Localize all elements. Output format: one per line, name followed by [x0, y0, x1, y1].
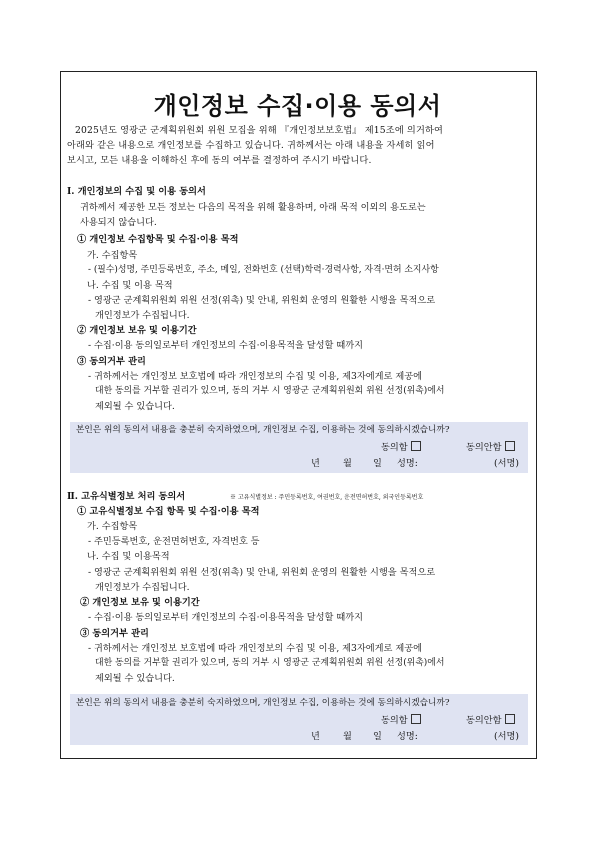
section2-day: 일: [373, 731, 382, 742]
intro-line-2: 아래와 같은 내용으로 개인정보를 수집하고 있습니다. 귀하께서는 아래 내용을 자세히 읽어: [67, 140, 435, 151]
section1-consent-question: 본인은 위의 동의서 내용을 충분히 숙지하였으며, 개인정보 수집, 이용하는 것에 동의하시겠습니까?: [76, 425, 450, 435]
section1-heading: Ⅰ. 개인정보의 수집 및 이용 동의서: [67, 186, 206, 197]
section1-sub-a-line: - (필수)성명, 주민등록번호, 주소, 메일, 전화번호 (선택)학력·경력사항, 자격·면허 소지사항: [88, 265, 439, 275]
section2-item3-line-1: - 귀하께서는 개인정보 보호법에 따라 개인정보의 수집 및 이용, 제3자에게로 제공에: [88, 643, 422, 654]
section1-sub-b-line-1: - 영광군 군계획위원회 위원 선정(위촉) 및 안내, 위원회 운영의 원활한 시행을 목적으로: [88, 295, 436, 306]
section2-sub-a: 가. 수집항목: [87, 521, 138, 532]
section2-agree-checkbox[interactable]: [411, 714, 421, 724]
section2-sign: (서명): [494, 731, 519, 742]
section1-item1: ① 개인정보 수집항목 및 수집·이용 목적: [77, 234, 239, 245]
section1-item3-line-3: 제외될 수 있습니다.: [95, 401, 175, 412]
section1-name-label: 성명:: [397, 458, 418, 469]
section2-item3-line-2: 대한 동의를 거부할 권리가 있으며, 동의 거부 시 영광군 군계획위원회 위원 선정(위촉)에서: [95, 658, 445, 668]
intro-line-3: 보시고, 모든 내용을 이해하신 후에 동의 여부를 결정하여 주시기 바랍니다.: [67, 155, 372, 166]
section2-sub-b-line-1: - 영광군 군계획위원회 위원 선정(위촉) 및 안내, 위원회 운영의 원활한 시행을 목적으로: [88, 567, 436, 578]
section1-agree-label: 동의함: [381, 442, 408, 453]
section1-sub-b-line-2: 개인정보가 수집됩니다.: [95, 310, 190, 321]
section1-item3-line-1: - 귀하께서는 개인정보 보호법에 따라 개인정보의 수집 및 이용, 제3자에게로 제공에: [88, 371, 422, 382]
section1-sub-b: 나. 수집 및 이용 목적: [87, 280, 173, 291]
section2-item3: ③ 동의거부 관리: [80, 628, 149, 639]
section1-item2-line: - 수집·이용 동의일로부터 개인정보의 수집·이용목적을 달성할 때까지: [88, 340, 363, 351]
section2-disagree-label: 동의안함: [466, 715, 502, 726]
section1-item3: ③ 동의거부 관리: [77, 356, 146, 367]
section2-month: 월: [343, 731, 352, 742]
section2-item1: ① 고유식별정보 수집 항목 및 수집·이용 목적: [77, 506, 260, 517]
section1-day: 일: [373, 458, 382, 469]
section1-disagree-checkbox[interactable]: [505, 441, 515, 451]
section1-disagree-option[interactable]: [466, 441, 515, 454]
section2-sub-b: 나. 수집 및 이용목적: [87, 551, 170, 562]
intro-line-1: 2025년도 영광군 군계획위원회 위원 모집을 위해 『개인정보보호법』 제15조에 의거하여: [75, 125, 444, 136]
section1-disagree-label: 동의안함: [466, 442, 502, 453]
section2-disagree-option[interactable]: [466, 714, 515, 727]
section1-desc-1: 귀하께서 제공한 모든 정보는 다음의 목적을 위해 활용하며, 아래 목적 이외의 용도로는: [80, 202, 426, 213]
section1-desc-2: 사용되지 않습니다.: [80, 217, 157, 228]
section2-name-label: 성명:: [397, 731, 418, 742]
section2-heading: Ⅱ. 고유식별정보 처리 동의서: [67, 491, 186, 502]
section2-agree-label: 동의함: [381, 715, 408, 726]
section2-item3-line-3: 제외될 수 있습니다.: [95, 673, 175, 684]
section1-item2: ② 개인정보 보유 및 이용기간: [77, 325, 197, 336]
section1-item3-line-2: 대한 동의를 거부할 권리가 있으며, 동의 거부 시 영광군 군계획위원회 위원 선정(위촉)에서: [95, 386, 445, 396]
section1-agree-checkbox[interactable]: [411, 441, 421, 451]
section1-month: 월: [343, 458, 352, 469]
section2-item2: ② 개인정보 보유 및 이용기간: [80, 597, 200, 608]
section1-year: 년: [311, 458, 320, 469]
page-title: 개인정보 수집·이용 동의서: [153, 92, 442, 120]
section2-consent-question: 본인은 위의 동의서 내용을 충분히 숙지하였으며, 개인정보 수집, 이용하는 것에 동의하시겠습니까?: [76, 698, 450, 708]
section2-note: ※ 고유식별정보 : 주민등록번호, 여권번호, 운전면허번호, 외국인등록번호: [230, 494, 424, 501]
section1-agree-option[interactable]: [381, 441, 421, 454]
section2-disagree-checkbox[interactable]: [505, 714, 515, 724]
section2-item2-line: - 수집·이용 동의일로부터 개인정보의 수집·이용목적을 달성할 때까지: [88, 612, 363, 623]
section2-year: 년: [311, 731, 320, 742]
section2-agree-option[interactable]: [381, 714, 421, 727]
section2-sub-a-line: - 주민등록번호, 운전면허번호, 자격번호 등: [88, 536, 260, 547]
section1-sub-a: 가. 수집항목: [87, 250, 138, 261]
document-frame: [60, 71, 537, 759]
section1-sign: (서명): [494, 458, 519, 469]
section2-sub-b-line-2: 개인정보가 수집됩니다.: [95, 582, 190, 593]
